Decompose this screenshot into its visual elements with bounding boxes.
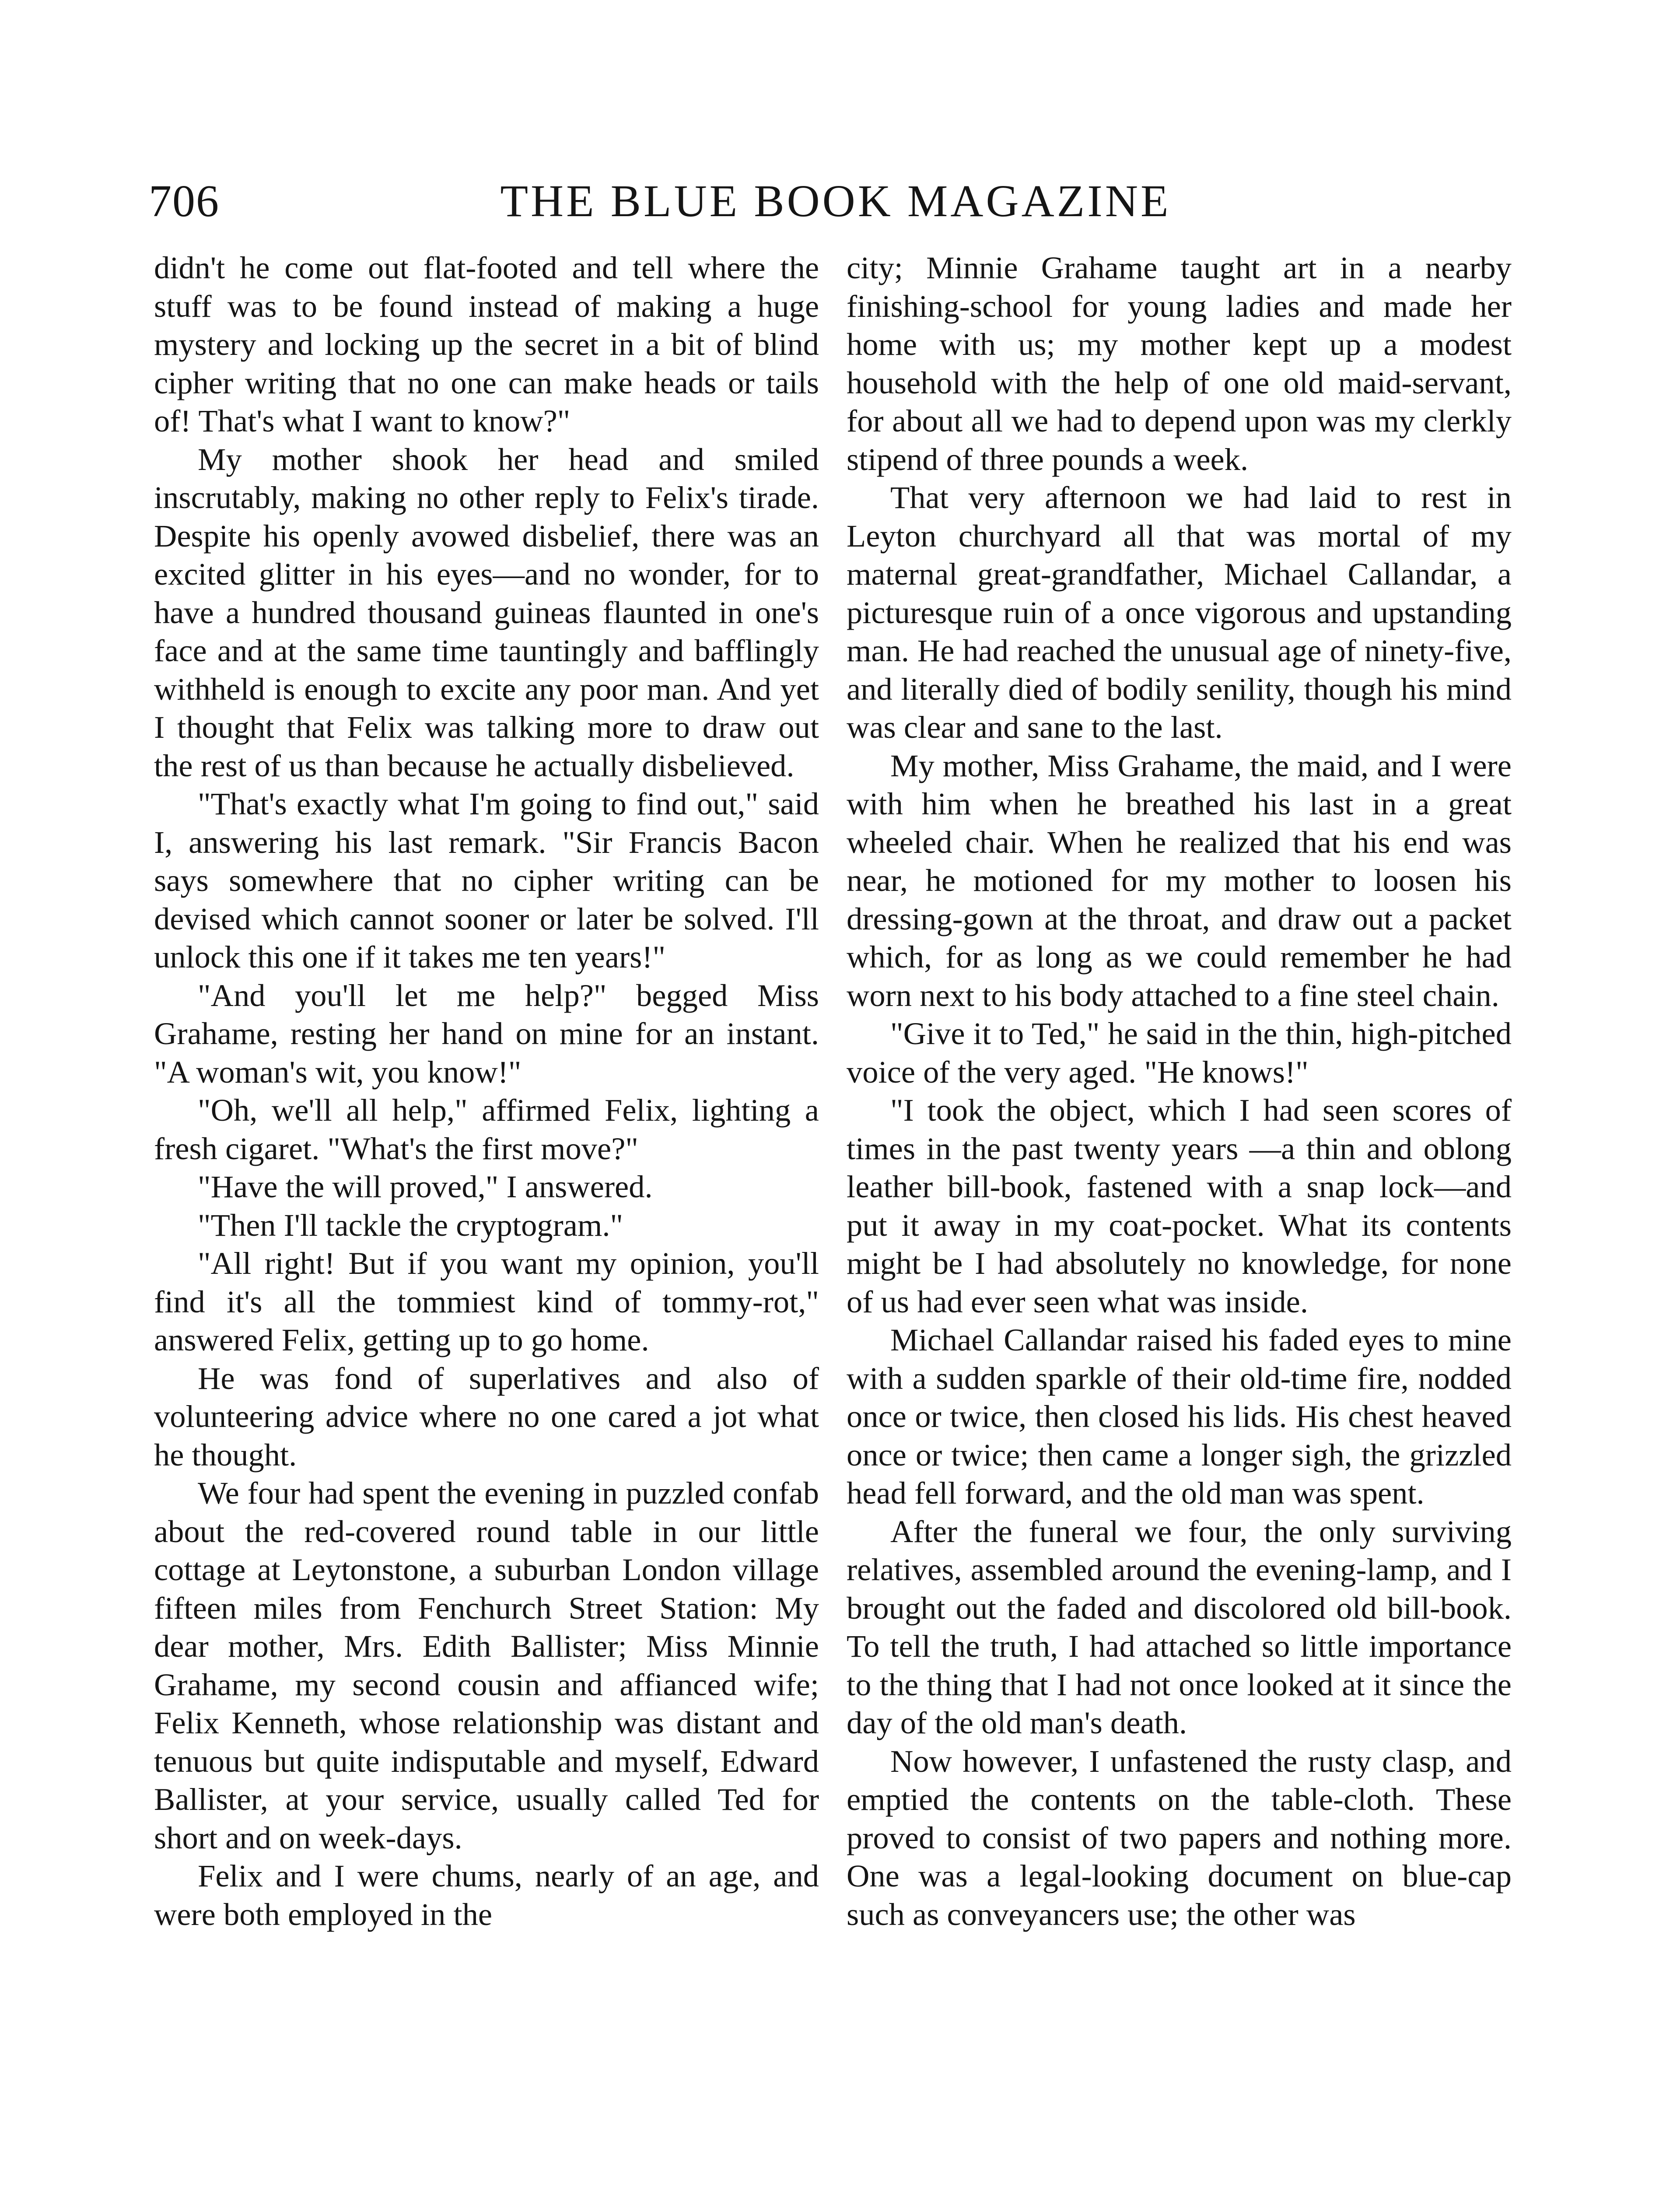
page-header xyxy=(149,168,1522,238)
paragraph: "Have the will proved," I answered. xyxy=(198,1169,653,1204)
paragraph: "And you'll let me help?" begged Miss Grahame, resting her hand on mine for an instant. "A woman's wit, you know!" xyxy=(154,977,819,1090)
paragraph: didn't he come out flat-footed and tell where the stuff was to be found instead of making a huge mystery and locking up the secret in a bit of blind cipher writing that no one can make heads or tails of! That's what I want to know?" xyxy=(154,250,819,438)
paragraph: Michael Callandar raised his faded eyes to mine with a sudden sparkle of their old-time fire, nodded once or twice, then closed his lids. His chest heaved once or twice; then came a longer sigh, the grizzled head fell forward, and the old man was spent. xyxy=(847,1322,1512,1511)
paragraph: "Give it to Ted," he said in the thin, high-pitched voice of the very aged. "He knows!" xyxy=(847,1016,1512,1090)
right-column xyxy=(847,249,1512,1933)
paragraph: "I took the object, which I had seen scores of times in the past twenty years —a thin and oblong leather bill-book, fastened with a snap lock—and put it away in my coat-pocket. What its contents might be I had absolutely no knowledge, for none of us had ever seen what was inside. xyxy=(847,1092,1512,1319)
paragraph: My mother shook her head and smiled inscrutably, making no other reply to Felix's tirade. Despite his openly avowed disbelief, there was an excited glitter in his eyes—and no wonder, for to have a hundred thousand guineas flaunted in one's face and at the same time tauntingly and bafflingly withheld is enough to excite any poor man. And yet I thought that Felix was talking more to draw out the rest of us than because he actually disbelieved. xyxy=(154,441,819,783)
paragraph: Felix and I were chums, nearly of an age, and were both employed in the xyxy=(154,1858,819,1932)
paragraph: city; Minnie Grahame taught art in a nearby finishing-school for young ladies and made her home with us; my mother kept up a modest household with the help of one old maid-servant, for about all we had to depend upon was my clerkly stipend of three pounds a week. xyxy=(847,250,1512,477)
page-number: 706 xyxy=(149,176,220,226)
paragraph: My mother, Miss Grahame, the maid, and I were with him when he breathed his last in a great wheeled chair. When he realized that his end was near, he motioned for my mother to loosen his dressing-gown at the throat, and draw out a packet which, for as long as we could remember he had worn next to his body attached to a fine steel chain. xyxy=(847,747,1512,1013)
paragraph: That very afternoon we had laid to rest in Leyton churchyard all that was mortal of my maternal great-grandfather, Michael Callandar, a picturesque ruin of a once vigorous and upstanding man. He had reached the unusual age of ninety-five, and literally died of bodily senility, though his mind was clear and sane to the last. xyxy=(847,480,1512,745)
paragraph: "All right! But if you want my opinion, you'll find it's all the tommiest kind of tommy-rot," answered Felix, getting up to go home. xyxy=(154,1245,819,1357)
paragraph: "Then I'll tackle the cryptogram." xyxy=(198,1207,623,1243)
paragraph: Now however, I unfastened the rusty clasp, and emptied the contents on the table-cloth. These proved to consist of two papers and nothing more. One was a legal-looking document on blue-cap such as conveyancers use; the other was xyxy=(847,1743,1512,1932)
paragraph: We four had spent the evening in puzzled confab about the red-covered round table in our little cottage at Leytonstone, a suburban London village fifteen miles from Fenchurch Street Station: My dear mother, Mrs. Edith Ballister; Miss Minnie Grahame, my second cousin and affianced wife; Felix Kenneth, whose relationship was distant and tenuous but quite indisputable and myself, Edward Ballister, at your service, usually called Ted for short and on week-days. xyxy=(154,1475,819,1855)
paragraph: "Oh, we'll all help," affirmed Felix, lighting a fresh cigaret. "What's the first move?" xyxy=(154,1092,819,1166)
paragraph: After the funeral we four, the only surviving relatives, assembled around the evening-lamp, and I brought out the faded and discolored old bill-book. To tell the truth, I had attached so little importance to the thing that I had not once looked at it since the day of the old man's death. xyxy=(847,1513,1512,1740)
left-column xyxy=(154,249,819,1933)
running-title: THE BLUE BOOK MAGAZINE xyxy=(500,176,1171,226)
paragraph: He was fond of superlatives and also of volunteering advice where no one cared a jot what he thought. xyxy=(154,1360,819,1473)
paragraph: "That's exactly what I'm going to find out," said I, answering his last remark. "Sir Francis Bacon says somewhere that no cipher writing can be devised which cannot sooner or later be solved. I'll unlock this one if it takes me ten years!" xyxy=(154,786,819,975)
